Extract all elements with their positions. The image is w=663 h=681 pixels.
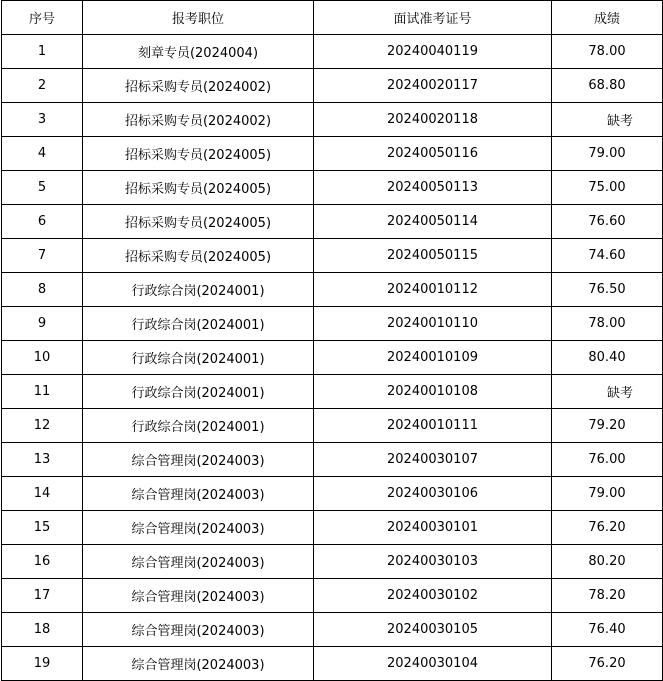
cell-score: 76.50 [552,273,663,307]
cell-position: 招标采购专员(2024005) [83,205,314,239]
cell-index: 6 [2,205,83,239]
cell-index: 14 [2,477,83,511]
cell-exam-id: 20240010108 [314,375,552,409]
cell-score: 75.00 [552,171,663,205]
cell-index: 5 [2,171,83,205]
table-row [2,579,663,613]
table-row [2,35,663,69]
cell-exam-id: 20240030107 [314,443,552,477]
cell-position: 招标采购专员(2024005) [83,137,314,171]
cell-exam-id: 20240010110 [314,307,552,341]
table-row [2,341,663,375]
table-header [2,1,663,35]
table-body [2,35,663,681]
table-row [2,137,663,171]
cell-score: 68.80 [552,69,663,103]
cell-exam-id: 20240050116 [314,137,552,171]
cell-position: 刻章专员(2024004) [83,35,314,69]
cell-position: 招标采购专员(2024005) [83,239,314,273]
cell-score: 79.20 [552,409,663,443]
cell-position: 招标采购专员(2024002) [83,69,314,103]
cell-position: 行政综合岗(2024001) [83,307,314,341]
table-row [2,273,663,307]
cell-position: 综合管理岗(2024003) [83,477,314,511]
cell-exam-id: 20240050115 [314,239,552,273]
cell-exam-id: 20240020118 [314,103,552,137]
table-row [2,103,663,137]
cell-position: 综合管理岗(2024003) [83,443,314,477]
cell-score: 74.60 [552,239,663,273]
header-exam-id: 面试准考证号 [314,1,552,35]
table-row [2,171,663,205]
header-row [2,1,663,35]
cell-index: 1 [2,35,83,69]
cell-index: 12 [2,409,83,443]
table-row [2,613,663,647]
cell-score: 78.00 [552,307,663,341]
table-row [2,477,663,511]
cell-index: 2 [2,69,83,103]
table-row [2,443,663,477]
cell-index: 16 [2,545,83,579]
cell-position: 招标采购专员(2024002) [83,103,314,137]
cell-index: 9 [2,307,83,341]
table-row [2,545,663,579]
cell-score: 76.20 [552,511,663,545]
table-row [2,375,663,409]
cell-score: 缺考 [552,375,663,409]
cell-exam-id: 20240030102 [314,579,552,613]
cell-exam-id: 20240030103 [314,545,552,579]
cell-index: 11 [2,375,83,409]
cell-exam-id: 20240010109 [314,341,552,375]
table-row [2,205,663,239]
cell-index: 3 [2,103,83,137]
header-score: 成绩 [552,1,663,35]
table-row [2,307,663,341]
cell-score: 76.40 [552,613,663,647]
cell-exam-id: 20240050114 [314,205,552,239]
cell-score: 80.20 [552,545,663,579]
table-row [2,511,663,545]
cell-score: 76.60 [552,205,663,239]
cell-position: 招标采购专员(2024005) [83,171,314,205]
cell-position: 综合管理岗(2024003) [83,511,314,545]
cell-exam-id: 20240030106 [314,477,552,511]
cell-index: 15 [2,511,83,545]
cell-position: 综合管理岗(2024003) [83,613,314,647]
cell-exam-id: 20240010111 [314,409,552,443]
cell-position: 综合管理岗(2024003) [83,647,314,681]
cell-exam-id: 20240020117 [314,69,552,103]
cell-exam-id: 20240010112 [314,273,552,307]
cell-score: 缺考 [552,103,663,137]
cell-index: 17 [2,579,83,613]
header-position: 报考职位 [83,1,314,35]
cell-score: 76.20 [552,647,663,681]
table-row [2,239,663,273]
cell-index: 10 [2,341,83,375]
cell-exam-id: 20240050113 [314,171,552,205]
cell-index: 19 [2,647,83,681]
cell-exam-id: 20240040119 [314,35,552,69]
cell-score: 78.20 [552,579,663,613]
cell-index: 7 [2,239,83,273]
table-row [2,69,663,103]
cell-position: 综合管理岗(2024003) [83,545,314,579]
results-table [1,0,663,681]
cell-position: 行政综合岗(2024001) [83,409,314,443]
cell-score: 76.00 [552,443,663,477]
cell-score: 79.00 [552,477,663,511]
cell-exam-id: 20240030104 [314,647,552,681]
cell-exam-id: 20240030105 [314,613,552,647]
cell-score: 79.00 [552,137,663,171]
cell-index: 8 [2,273,83,307]
cell-index: 18 [2,613,83,647]
table-row [2,409,663,443]
table-row [2,647,663,681]
cell-exam-id: 20240030101 [314,511,552,545]
header-index: 序号 [2,1,83,35]
cell-index: 4 [2,137,83,171]
cell-position: 综合管理岗(2024003) [83,579,314,613]
cell-position: 行政综合岗(2024001) [83,341,314,375]
cell-position: 行政综合岗(2024001) [83,273,314,307]
cell-position: 行政综合岗(2024001) [83,375,314,409]
cell-score: 80.40 [552,341,663,375]
cell-score: 78.00 [552,35,663,69]
cell-index: 13 [2,443,83,477]
